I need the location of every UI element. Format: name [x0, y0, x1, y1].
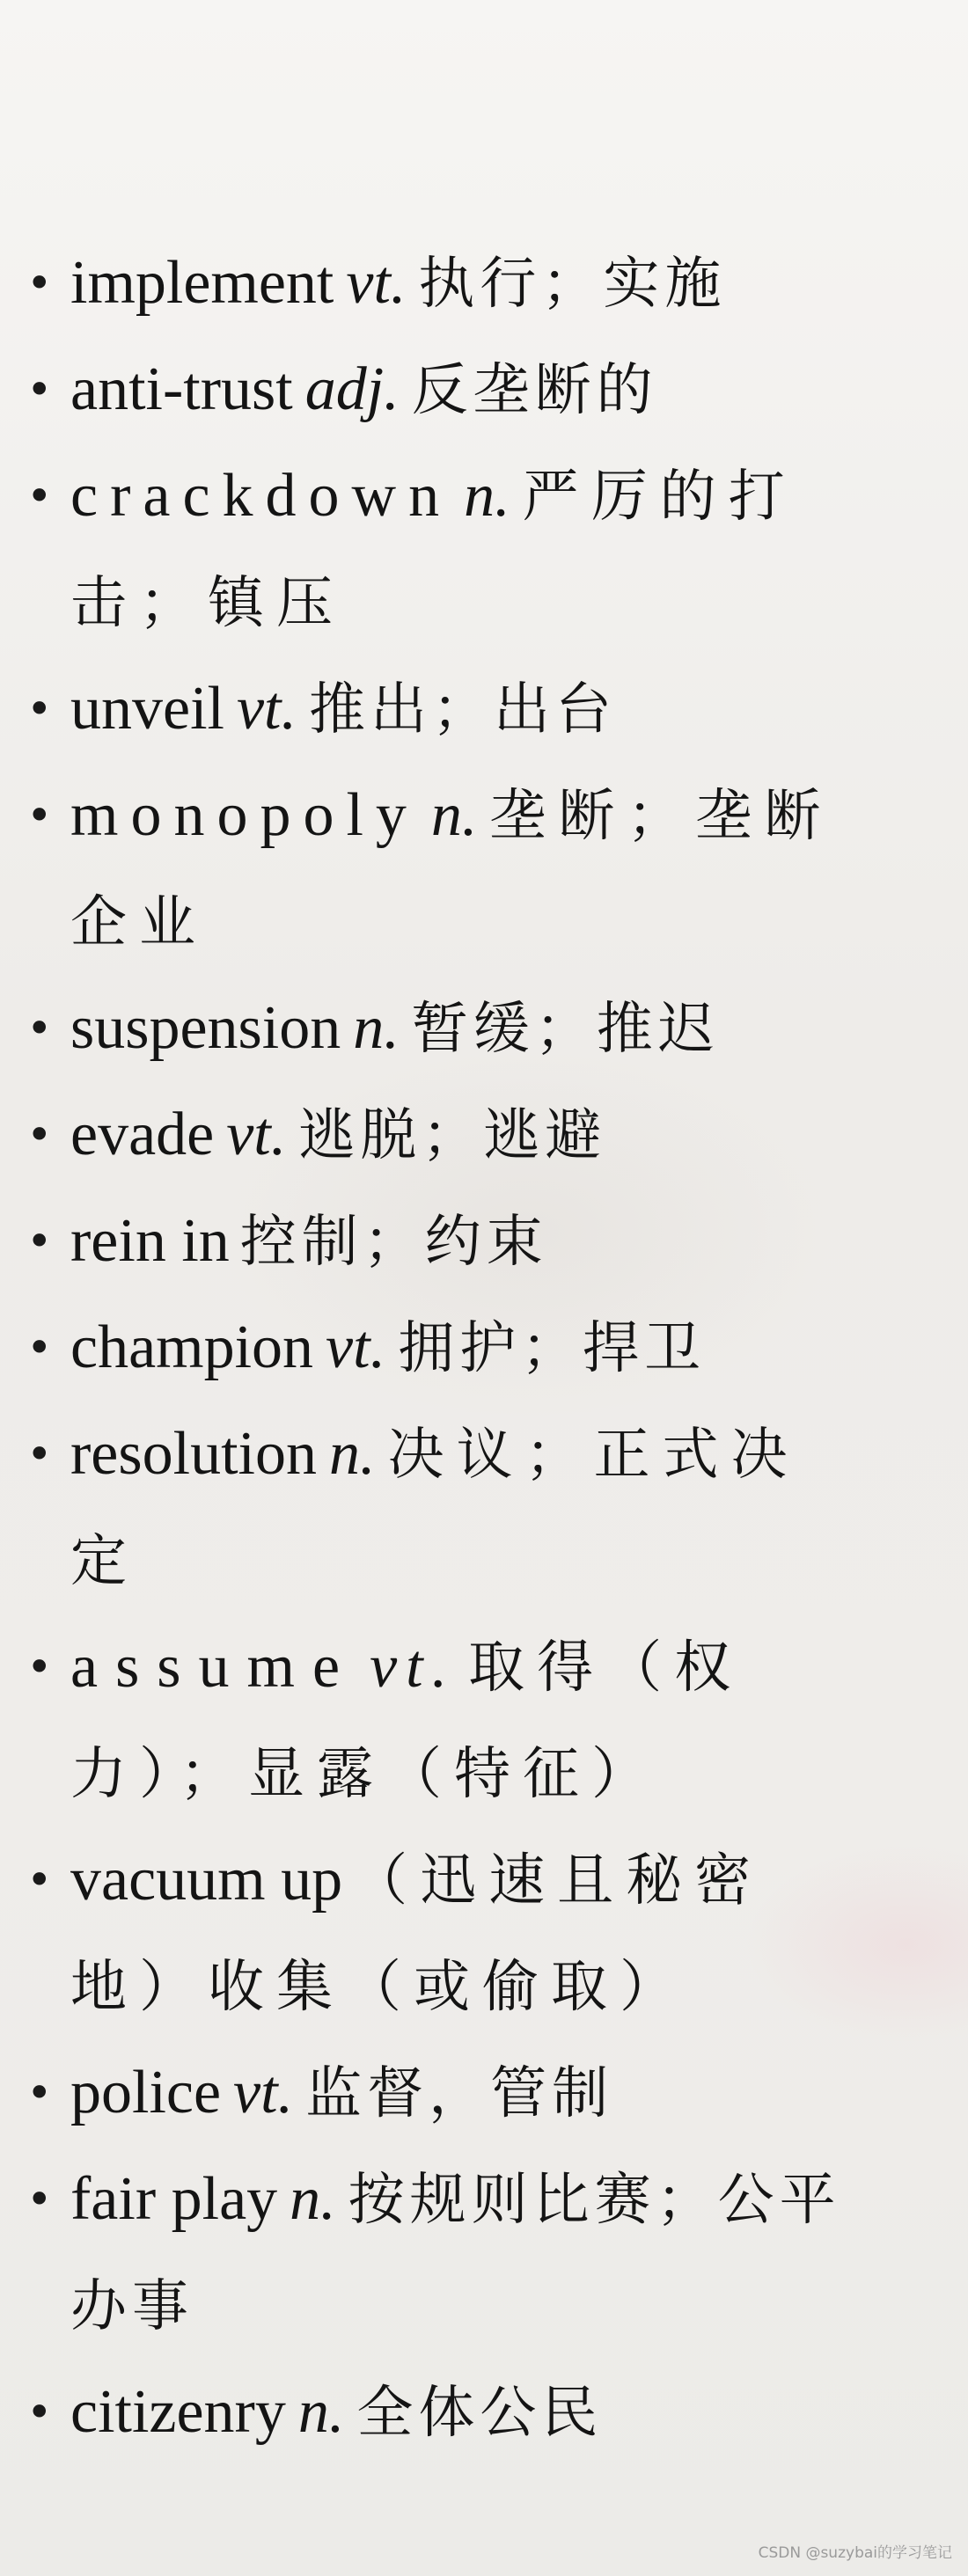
definition: 垄断；垄断企业 [70, 784, 833, 955]
definition: 决议；正式决定 [70, 1423, 800, 1594]
definition: 拥护；捍卫 [398, 1316, 707, 1381]
definition: 监督，管制 [305, 2061, 614, 2126]
bullet-icon: • [26, 1429, 53, 1480]
bullet-icon: • [26, 471, 53, 522]
list-item [0, 337, 862, 443]
part-of-speech: vt. [233, 2059, 294, 2126]
list-item [0, 2147, 862, 2360]
list-item [0, 656, 862, 763]
part-of-speech: n. [353, 994, 400, 1062]
bullet-icon: • [26, 1216, 53, 1267]
list-item [0, 763, 862, 976]
bullet-icon: • [26, 2067, 53, 2119]
list-item [0, 1401, 862, 1614]
definition: 取得（权力）；显露（特征） [70, 1636, 744, 1807]
bullet-icon: • [26, 684, 53, 735]
bullet-icon: • [26, 790, 53, 841]
headword: suspension [70, 994, 341, 1062]
list-item [0, 1295, 862, 1401]
definition: 逃脱；逃避 [298, 1103, 607, 1168]
headword: vacuum up [70, 1846, 343, 1914]
part-of-speech: vt. [346, 249, 407, 317]
definition: 全体公民 [356, 2381, 604, 2446]
part-of-speech: n. [328, 1420, 376, 1488]
definition: 按规则比赛；公平办事 [70, 2168, 841, 2339]
list-item [0, 231, 862, 337]
bullet-icon: • [26, 1855, 53, 1906]
definition: 控制；约束 [239, 1210, 548, 1275]
headword: implement [70, 249, 334, 317]
definition: 推出；出台 [309, 677, 617, 743]
list-item [0, 443, 862, 656]
headword: crackdown [70, 462, 452, 530]
list-item [0, 976, 862, 1082]
headword: rein in [70, 1207, 230, 1275]
part-of-speech: vt. [326, 1314, 386, 1381]
definition: 反垄断的 [411, 358, 658, 423]
bullet-icon: • [26, 1109, 53, 1160]
definition: 暂缓；推迟 [411, 997, 720, 1062]
part-of-speech: n. [297, 2378, 345, 2446]
vocabulary-list [0, 231, 968, 2466]
list-item [0, 1827, 862, 2040]
list-item [0, 2040, 862, 2147]
headword: fair play [70, 2165, 278, 2233]
headword: assume [70, 1633, 358, 1701]
definition: （迅速且秘密地）收集（或偷取） [70, 1848, 764, 2020]
bullet-icon: • [26, 1642, 53, 1693]
definition: 严厉的打击；镇压 [70, 465, 797, 636]
headword: anti-trust [70, 355, 293, 423]
part-of-speech: vt. [226, 1101, 287, 1168]
bullet-icon: • [26, 1003, 53, 1054]
part-of-speech: n. [464, 462, 510, 530]
list-item [0, 2360, 862, 2466]
part-of-speech: n. [290, 2165, 336, 2233]
headword: police [70, 2059, 222, 2126]
bullet-icon: • [26, 1322, 53, 1373]
bullet-icon: • [26, 2387, 53, 2438]
bullet-icon: • [26, 2174, 53, 2225]
headword: monopoly [70, 781, 419, 849]
bullet-icon: • [26, 364, 53, 415]
watermark: CSDN @suzybai的学习笔记 [758, 2544, 952, 2562]
list-item [0, 1614, 862, 1827]
part-of-speech: n. [430, 781, 478, 849]
definition: 执行；实施 [418, 252, 727, 317]
bullet-icon: • [26, 258, 53, 309]
headword: evade [70, 1101, 215, 1168]
part-of-speech: vt. [236, 675, 297, 743]
part-of-speech: vt. [370, 1633, 457, 1701]
list-item [0, 1082, 862, 1189]
part-of-speech: adj. [304, 355, 400, 423]
headword: champion [70, 1314, 314, 1381]
headword: resolution [70, 1420, 317, 1488]
headword: citizenry [70, 2378, 286, 2446]
list-item [0, 1189, 862, 1295]
headword: unveil [70, 675, 224, 743]
